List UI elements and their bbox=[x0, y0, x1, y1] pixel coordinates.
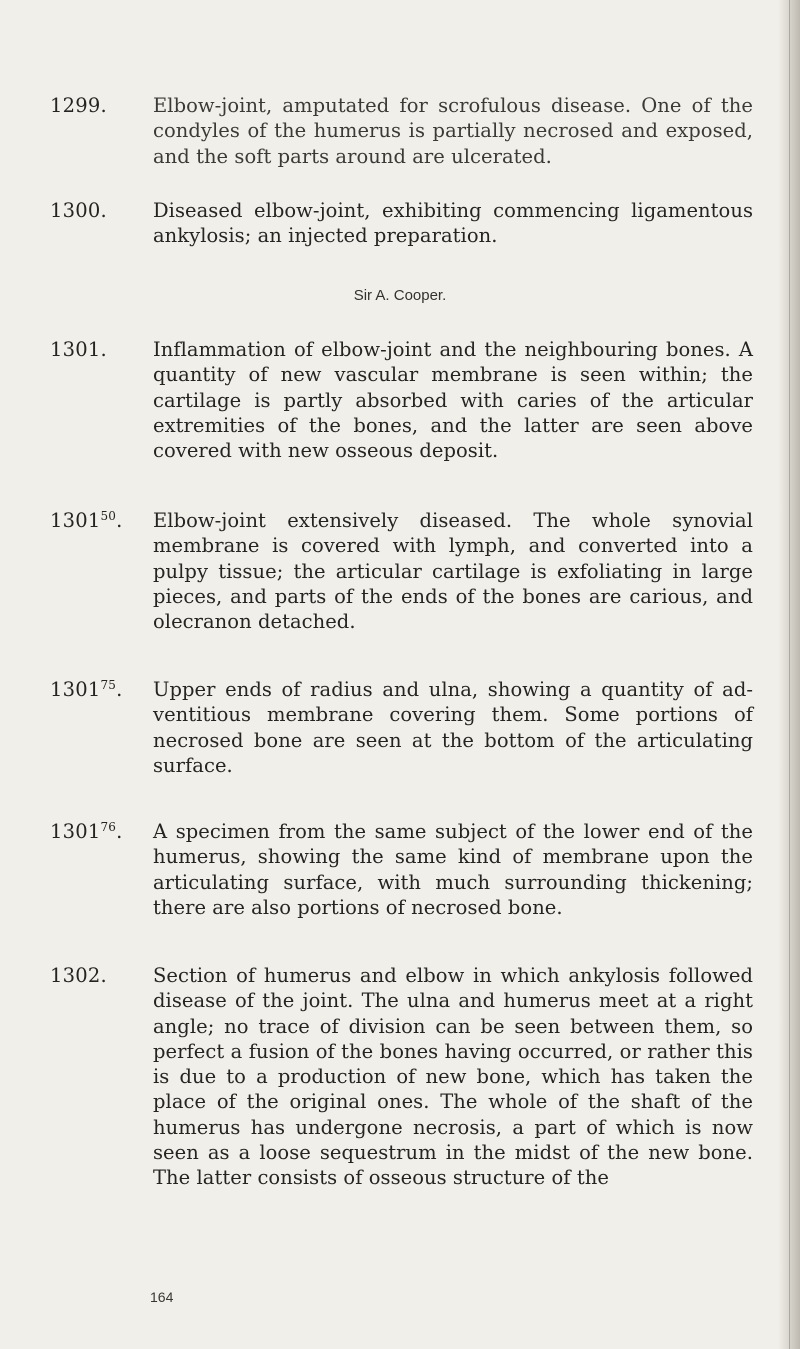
entry-description: Upper ends of radius and ulna, showing a quantity of ad- ventitious membrane covering them. Some portions of necrosed bone are seen at the bottom of the articulating surface. bbox=[153, 678, 753, 777]
entry-superscript: 76 bbox=[100, 820, 117, 834]
entry-number: 1302. bbox=[50, 964, 107, 987]
entry-description: A specimen from the same subject of the lower end of the humerus, showing the same kind of membrane upon the articulating surface, with much surrounding thickening; there are also portions of necrosed bone. bbox=[153, 820, 753, 919]
catalogue-entry-1301-75 bbox=[50, 677, 760, 778]
catalogue-entry-1299 bbox=[50, 93, 760, 169]
entry-description: Section of humerus and elbow in which ankylosis followed disease of the joint. The ulna and humerus meet at a right angle; no trace of division can be seen between them, so perfect a fusion of the bones having occurred, or rather this is due to a production of new bone, which has taken the place of the original ones. The whole of the shaft of the humerus has undergone necrosis, a part of which is now seen as a loose sequestrum in the midst of the new bone. The latter consists of osseous structure of the bbox=[153, 964, 753, 1190]
entry-number: 1301$^{50}$. bbox=[50, 509, 123, 532]
catalogue-entry-1301 bbox=[50, 337, 760, 463]
entry-superscript: 50 bbox=[100, 509, 117, 523]
catalogue-entry-1301-76 bbox=[50, 819, 760, 920]
catalogue-entry-1300 bbox=[50, 198, 760, 249]
catalogue-entry-1302 bbox=[50, 963, 760, 1191]
page-number: 164 bbox=[150, 1289, 174, 1305]
catalogue-entry-1301-50 bbox=[50, 508, 760, 634]
entry-number: 1300. bbox=[50, 199, 107, 222]
entry-description: Diseased elbow-joint, exhibiting commencing ligamentous ankylosis; an injected preparation. bbox=[153, 199, 753, 248]
donor-attribution: Sir A. Cooper. bbox=[353, 287, 447, 304]
entry-number: 1301. bbox=[50, 338, 107, 361]
entry-description: Inflammation of elbow-joint and the neighbouring bones. A quantity of new vascular membrane is seen within; the cartilage is partly absorbed with caries of the articular extremities of the bones, and the latter are seen above covered with new osseous deposit. bbox=[153, 338, 753, 463]
entry-number: 1301$^{75}$. bbox=[50, 678, 123, 701]
entry-superscript: 75 bbox=[100, 678, 117, 692]
entry-number: 1301$^{76}$. bbox=[50, 820, 123, 843]
entry-description: Elbow-joint, amputated for scrofulous disease. One of the condyles of the humerus is partially necrosed and exposed, and the soft parts around are ulcerated. bbox=[153, 94, 753, 168]
scan-edge-line bbox=[789, 0, 790, 1349]
entry-number: 1299. bbox=[50, 94, 107, 117]
entry-description: Elbow-joint extensively diseased. The whole synovial membrane is covered with lymph, and converted into a pulpy tissue; the articular cartilage is exfoliating in large pieces, and parts of the ends of the bones are carious, and olecranon detached. bbox=[153, 509, 753, 634]
